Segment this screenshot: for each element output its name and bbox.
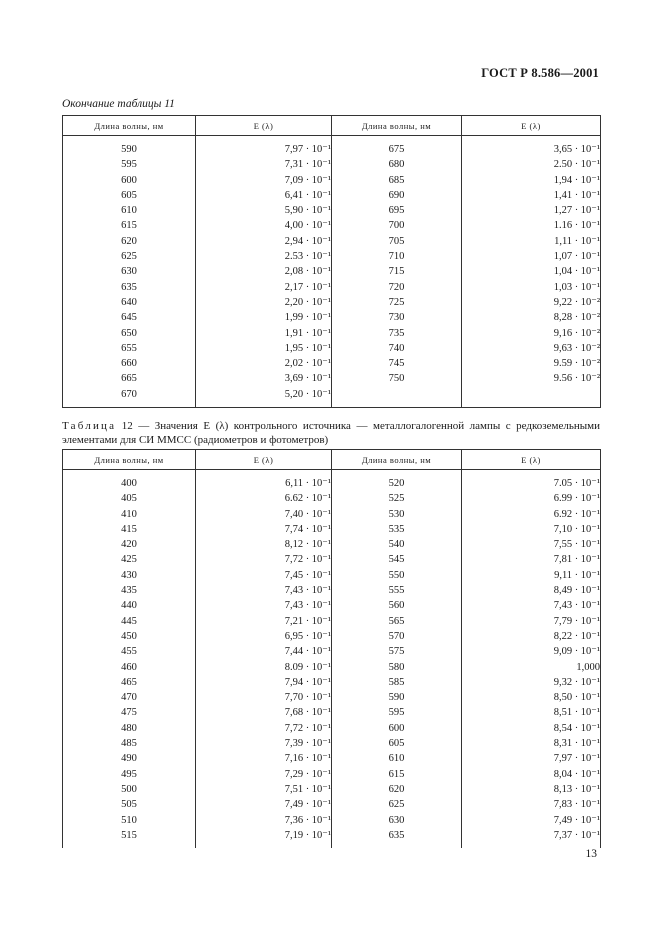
- table12-caption: [62, 420, 600, 447]
- e-lambda-cell: 8,12 · 10⁻¹: [196, 537, 332, 552]
- wavelength-cell: 625: [332, 797, 462, 812]
- wavelength-cell: 600: [63, 173, 196, 188]
- e-lambda-cell: 2.53 · 10⁻¹: [196, 249, 332, 264]
- e-lambda-cell: 6,41 · 10⁻¹: [196, 188, 332, 203]
- e-lambda-cell: 7,68 · 10⁻¹: [196, 705, 332, 720]
- wavelength-cell: 700: [332, 218, 462, 233]
- wavelength-cell: 415: [63, 522, 196, 537]
- wavelength-cell: 605: [332, 736, 462, 751]
- table-row: [63, 188, 601, 203]
- e-lambda-cell: 1,91 · 10⁻¹: [196, 326, 332, 341]
- column-header-e-lambda: E (λ): [196, 450, 332, 470]
- wavelength-cell: 605: [63, 188, 196, 203]
- wavelength-cell: 465: [63, 675, 196, 690]
- table-row: [63, 356, 601, 371]
- e-lambda-cell: 8,04 · 10⁻¹: [462, 767, 601, 782]
- table-row: [63, 507, 601, 522]
- table-row: [63, 491, 601, 506]
- wavelength-cell: 590: [63, 136, 196, 158]
- wavelength-cell: 590: [332, 690, 462, 705]
- e-lambda-cell: 2,02 · 10⁻¹: [196, 356, 332, 371]
- wavelength-cell: 405: [63, 491, 196, 506]
- wavelength-cell: 550: [332, 568, 462, 583]
- wavelength-cell: 635: [63, 280, 196, 295]
- e-lambda-cell: 7,97 · 10⁻¹: [462, 751, 601, 766]
- e-lambda-cell: 7,51 · 10⁻¹: [196, 782, 332, 797]
- table-row: [63, 522, 601, 537]
- wavelength-cell: 530: [332, 507, 462, 522]
- table11-caption: Окончание таблицы 11: [62, 98, 175, 110]
- wavelength-cell: 625: [63, 249, 196, 264]
- wavelength-cell: 495: [63, 767, 196, 782]
- wavelength-cell: 630: [63, 264, 196, 279]
- table-row: [63, 598, 601, 613]
- table-row: [63, 583, 601, 598]
- wavelength-cell: 730: [332, 310, 462, 325]
- table-row: [63, 326, 601, 341]
- e-lambda-cell: 2,17 · 10⁻¹: [196, 280, 332, 295]
- table-row: [63, 552, 601, 567]
- e-lambda-cell: 7,94 · 10⁻¹: [196, 675, 332, 690]
- e-lambda-cell: 6.99 · 10⁻¹: [462, 491, 601, 506]
- table-row: [63, 690, 601, 705]
- e-lambda-cell: 1,03 · 10⁻¹: [462, 280, 601, 295]
- e-lambda-cell: 2,94 · 10⁻¹: [196, 234, 332, 249]
- wavelength-cell: 635: [332, 828, 462, 848]
- table-row: [63, 644, 601, 659]
- table-row: [63, 371, 601, 386]
- wavelength-cell: 500: [63, 782, 196, 797]
- wavelength-cell: 445: [63, 614, 196, 629]
- table-row: [63, 629, 601, 644]
- table-row: [63, 203, 601, 218]
- wavelength-cell: 560: [332, 598, 462, 613]
- table-11-body: [63, 136, 601, 408]
- table-row: [63, 721, 601, 736]
- table-row: [63, 568, 601, 583]
- table-row: [63, 249, 601, 264]
- e-lambda-cell: 7,49 · 10⁻¹: [462, 813, 601, 828]
- e-lambda-cell: 1,95 · 10⁻¹: [196, 341, 332, 356]
- e-lambda-cell: 9.56 · 10⁻²: [462, 371, 601, 386]
- e-lambda-cell: 8,28 · 10⁻²: [462, 310, 601, 325]
- e-lambda-cell: 2,20 · 10⁻¹: [196, 295, 332, 310]
- e-lambda-cell: 7,43 · 10⁻¹: [462, 598, 601, 613]
- e-lambda-cell: 7,70 · 10⁻¹: [196, 690, 332, 705]
- wavelength-cell: 515: [63, 828, 196, 848]
- table-11: [62, 115, 601, 408]
- e-lambda-cell: 8,31 · 10⁻¹: [462, 736, 601, 751]
- column-header-e-lambda: E (λ): [462, 116, 601, 136]
- e-lambda-cell: 7,36 · 10⁻¹: [196, 813, 332, 828]
- wavelength-cell: 690: [332, 188, 462, 203]
- table-row: [63, 537, 601, 552]
- e-lambda-cell: 7,31 · 10⁻¹: [196, 157, 332, 172]
- table-12-body: [63, 470, 601, 849]
- wavelength-cell: 505: [63, 797, 196, 812]
- wavelength-cell: 410: [63, 507, 196, 522]
- e-lambda-cell: 5,20 · 10⁻¹: [196, 387, 332, 408]
- table-row: [63, 797, 601, 812]
- table-row: [63, 387, 601, 408]
- wavelength-cell: 665: [63, 371, 196, 386]
- wavelength-cell: 620: [63, 234, 196, 249]
- wavelength-cell: 620: [332, 782, 462, 797]
- e-lambda-cell: 7,97 · 10⁻¹: [196, 136, 332, 158]
- wavelength-cell: 535: [332, 522, 462, 537]
- wavelength-cell: 400: [63, 470, 196, 492]
- wavelength-cell: 615: [63, 218, 196, 233]
- e-lambda-cell: 8,51 · 10⁻¹: [462, 705, 601, 720]
- wavelength-cell: 695: [332, 203, 462, 218]
- wavelength-cell: 595: [332, 705, 462, 720]
- page-number: 13: [585, 848, 597, 860]
- table-row: [63, 675, 601, 690]
- wavelength-cell: 470: [63, 690, 196, 705]
- table-row: [63, 234, 601, 249]
- wavelength-cell: 640: [63, 295, 196, 310]
- e-lambda-cell: 7,39 · 10⁻¹: [196, 736, 332, 751]
- wavelength-cell: 725: [332, 295, 462, 310]
- wavelength-cell: 555: [332, 583, 462, 598]
- e-lambda-cell: 7,55 · 10⁻¹: [462, 537, 601, 552]
- e-lambda-cell: 8,22 · 10⁻¹: [462, 629, 601, 644]
- e-lambda-cell: 3,65 · 10⁻¹: [462, 136, 601, 158]
- wavelength-cell: 580: [332, 660, 462, 675]
- e-lambda-cell: 1,000: [462, 660, 601, 675]
- e-lambda-cell: 1,11 · 10⁻¹: [462, 234, 601, 249]
- column-header-e-lambda: E (λ): [462, 450, 601, 470]
- table-row: [63, 341, 601, 356]
- e-lambda-cell: 7,10 · 10⁻¹: [462, 522, 601, 537]
- e-lambda-cell: [462, 387, 601, 408]
- wavelength-cell: 740: [332, 341, 462, 356]
- e-lambda-cell: 1,27 · 10⁻¹: [462, 203, 601, 218]
- wavelength-cell: 425: [63, 552, 196, 567]
- column-header-wavelength: Длина волны, нм: [63, 450, 196, 470]
- e-lambda-cell: 6,11 · 10⁻¹: [196, 470, 332, 492]
- e-lambda-cell: 8,54 · 10⁻¹: [462, 721, 601, 736]
- e-lambda-cell: 2.50 · 10⁻¹: [462, 157, 601, 172]
- wavelength-cell: 750: [332, 371, 462, 386]
- table-row: [63, 614, 601, 629]
- e-lambda-cell: 7,81 · 10⁻¹: [462, 552, 601, 567]
- wavelength-cell: 540: [332, 537, 462, 552]
- wavelength-cell: 565: [332, 614, 462, 629]
- e-lambda-cell: 7,45 · 10⁻¹: [196, 568, 332, 583]
- column-header-wavelength: Длина волны, нм: [332, 450, 462, 470]
- wavelength-cell: 595: [63, 157, 196, 172]
- e-lambda-cell: 7,72 · 10⁻¹: [196, 552, 332, 567]
- wavelength-cell: 630: [332, 813, 462, 828]
- e-lambda-cell: 7,37 · 10⁻¹: [462, 828, 601, 848]
- table-row: [63, 157, 601, 172]
- e-lambda-cell: 1,94 · 10⁻¹: [462, 173, 601, 188]
- wavelength-cell: 610: [332, 751, 462, 766]
- e-lambda-cell: 6.62 · 10⁻¹: [196, 491, 332, 506]
- table-row: [63, 173, 601, 188]
- table-row: [63, 828, 601, 848]
- standard-code: ГОСТ Р 8.586—2001: [481, 66, 599, 80]
- e-lambda-cell: 7,40 · 10⁻¹: [196, 507, 332, 522]
- e-lambda-cell: 9,32 · 10⁻¹: [462, 675, 601, 690]
- e-lambda-cell: 7,09 · 10⁻¹: [196, 173, 332, 188]
- e-lambda-cell: 6,95 · 10⁻¹: [196, 629, 332, 644]
- e-lambda-cell: 4,00 · 10⁻¹: [196, 218, 332, 233]
- wavelength-cell: 720: [332, 280, 462, 295]
- wavelength-cell: 455: [63, 644, 196, 659]
- table-row: [63, 310, 601, 325]
- e-lambda-cell: 7,83 · 10⁻¹: [462, 797, 601, 812]
- e-lambda-cell: 6.92 · 10⁻¹: [462, 507, 601, 522]
- table-row: [63, 136, 601, 158]
- wavelength-cell: 435: [63, 583, 196, 598]
- table-row: [63, 660, 601, 675]
- table-row: [63, 295, 601, 310]
- e-lambda-cell: 8,49 · 10⁻¹: [462, 583, 601, 598]
- e-lambda-cell: 7,74 · 10⁻¹: [196, 522, 332, 537]
- e-lambda-cell: 9,09 · 10⁻¹: [462, 644, 601, 659]
- wavelength-cell: 615: [332, 767, 462, 782]
- wavelength-cell: 575: [332, 644, 462, 659]
- wavelength-cell: 475: [63, 705, 196, 720]
- e-lambda-cell: 7,44 · 10⁻¹: [196, 644, 332, 659]
- wavelength-cell: 735: [332, 326, 462, 341]
- wavelength-cell: 610: [63, 203, 196, 218]
- wavelength-cell: 660: [63, 356, 196, 371]
- wavelength-cell: 685: [332, 173, 462, 188]
- table12-caption-label: Таблица: [62, 420, 117, 432]
- e-lambda-cell: 7,19 · 10⁻¹: [196, 828, 332, 848]
- wavelength-cell: 460: [63, 660, 196, 675]
- wavelength-cell: 715: [332, 264, 462, 279]
- table-row: [63, 813, 601, 828]
- wavelength-cell: 680: [332, 157, 462, 172]
- wavelength-cell: 710: [332, 249, 462, 264]
- e-lambda-cell: 8,50 · 10⁻¹: [462, 690, 601, 705]
- e-lambda-cell: 9,22 · 10⁻²: [462, 295, 601, 310]
- e-lambda-cell: 1,41 · 10⁻¹: [462, 188, 601, 203]
- table-row: [63, 705, 601, 720]
- wavelength-cell: 675: [332, 136, 462, 158]
- e-lambda-cell: 7.05 · 10⁻¹: [462, 470, 601, 492]
- wavelength-cell: [332, 387, 462, 408]
- e-lambda-cell: 1,04 · 10⁻¹: [462, 264, 601, 279]
- wavelength-cell: 645: [63, 310, 196, 325]
- wavelength-cell: 490: [63, 751, 196, 766]
- e-lambda-cell: 1.16 · 10⁻¹: [462, 218, 601, 233]
- column-header-e-lambda: E (λ): [196, 116, 332, 136]
- column-header-wavelength: Длина волны, нм: [332, 116, 462, 136]
- e-lambda-cell: 8,13 · 10⁻¹: [462, 782, 601, 797]
- column-header-wavelength: Длина волны, нм: [63, 116, 196, 136]
- wavelength-cell: 520: [332, 470, 462, 492]
- e-lambda-cell: 3,69 · 10⁻¹: [196, 371, 332, 386]
- e-lambda-cell: 7,16 · 10⁻¹: [196, 751, 332, 766]
- table-row: [63, 751, 601, 766]
- e-lambda-cell: 9,63 · 10⁻²: [462, 341, 601, 356]
- table-row: [63, 782, 601, 797]
- wavelength-cell: 650: [63, 326, 196, 341]
- e-lambda-cell: 8.09 · 10⁻¹: [196, 660, 332, 675]
- wavelength-cell: 525: [332, 491, 462, 506]
- table-header-row: [63, 116, 601, 136]
- e-lambda-cell: 7,72 · 10⁻¹: [196, 721, 332, 736]
- e-lambda-cell: 5,90 · 10⁻¹: [196, 203, 332, 218]
- wavelength-cell: 510: [63, 813, 196, 828]
- e-lambda-cell: 9,16 · 10⁻²: [462, 326, 601, 341]
- wavelength-cell: 440: [63, 598, 196, 613]
- table-row: [63, 218, 601, 233]
- table12-caption-number: 12: [121, 420, 133, 432]
- wavelength-cell: 705: [332, 234, 462, 249]
- e-lambda-cell: 9.59 · 10⁻²: [462, 356, 601, 371]
- wavelength-cell: 600: [332, 721, 462, 736]
- table-row: [63, 280, 601, 295]
- wavelength-cell: 450: [63, 629, 196, 644]
- wavelength-cell: 480: [63, 721, 196, 736]
- e-lambda-cell: 1,07 · 10⁻¹: [462, 249, 601, 264]
- table-row: [63, 767, 601, 782]
- e-lambda-cell: 7,43 · 10⁻¹: [196, 583, 332, 598]
- wavelength-cell: 430: [63, 568, 196, 583]
- e-lambda-cell: 2,08 · 10⁻¹: [196, 264, 332, 279]
- e-lambda-cell: 9,11 · 10⁻¹: [462, 568, 601, 583]
- wavelength-cell: 570: [332, 629, 462, 644]
- e-lambda-cell: 7,79 · 10⁻¹: [462, 614, 601, 629]
- table12-caption-text: — Значения E (λ) контрольного источника — металлогалогенной лампы с редкоземельными элементами для СИ ММСС (радиометров и фотометров): [62, 420, 600, 446]
- table-row: [63, 264, 601, 279]
- table-12: [62, 449, 601, 848]
- table-header-row: [63, 450, 601, 470]
- e-lambda-cell: 7,29 · 10⁻¹: [196, 767, 332, 782]
- table-row: [63, 736, 601, 751]
- wavelength-cell: 545: [332, 552, 462, 567]
- wavelength-cell: 670: [63, 387, 196, 408]
- wavelength-cell: 485: [63, 736, 196, 751]
- e-lambda-cell: 7,49 · 10⁻¹: [196, 797, 332, 812]
- e-lambda-cell: 7,21 · 10⁻¹: [196, 614, 332, 629]
- wavelength-cell: 655: [63, 341, 196, 356]
- wavelength-cell: 745: [332, 356, 462, 371]
- wavelength-cell: 420: [63, 537, 196, 552]
- table-row: [63, 470, 601, 492]
- wavelength-cell: 585: [332, 675, 462, 690]
- e-lambda-cell: 1,99 · 10⁻¹: [196, 310, 332, 325]
- e-lambda-cell: 7,43 · 10⁻¹: [196, 598, 332, 613]
